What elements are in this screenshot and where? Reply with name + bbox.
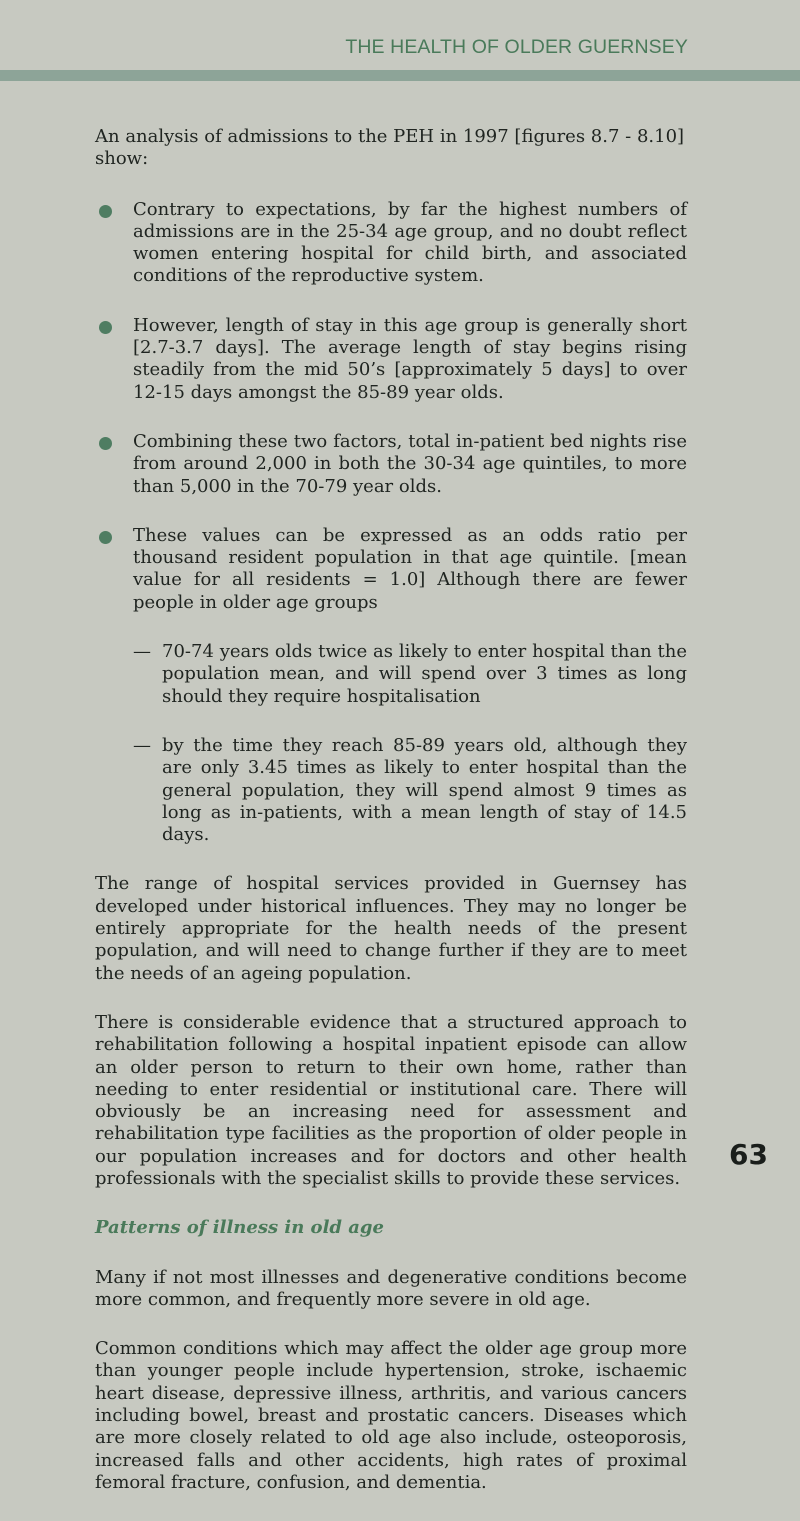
running-header: THE HEALTH OF OLDER GUERNSEY [345,36,688,58]
bullet-list [95,199,687,614]
dash-text: 70-74 years olds twice as likely to enter hospital than the population mean, and will spend over 3 times as long should they require hospitalisation [162,641,687,707]
dash-list [95,641,687,846]
page-body [95,126,687,1521]
section-heading: Patterns of illness in old age [95,1217,384,1239]
bullet-item [133,199,687,288]
bullet-text: These values can be expressed as an odds ratio per thousand resident population in that age quintile. [mean value for all residents = 1.0] Although there are fewer people in older age groups [133,524,687,613]
intro-paragraph: An analysis of admissions to the PEH in 1997 [figures 8.7 - 8.10] show: [95,126,685,170]
dash-item [133,641,687,708]
dash-text: by the time they reach 85-89 years old, although they are only 3.45 times as likely to enter hospital than the general population, they will spend almost 9 times as long as in-patients, with a mean length of stay of 14.5 days. [162,734,687,846]
paragraph-illness-common: Many if not most illnesses and degenerative conditions become more common, and frequently more severe in old age. [95,1266,687,1310]
paragraph-common-conditions: Common conditions which may affect the older age group more than younger people include hypertension, stroke, ischaemic heart disease, depressive illness, arthritis, and various cancers including bowel, breast and prostatic cancers. Diseases which are more closely related to old age also include, osteoporosis, increased falls and other accidents, high rates of proximal femoral fracture, confusion, and dementia. [95,1338,687,1493]
dash-marker: — [133,641,151,663]
dash-item [133,734,687,846]
bullet-text: Contrary to expectations, by far the highest numbers of admissions are in the 25-34 age group, and no doubt reflect women entering hospital for child birth, and associated conditions of the reproductive system. [133,198,687,287]
header-rule [0,70,800,81]
page-number: 63 [729,1138,768,1171]
bullet-dot-icon [99,205,112,218]
paragraph-rehabilitation: There is considerable evidence that a structured approach to rehabilitation following a hospital inpatient episode can allow an older person to return to their own home, rather than needing to enter residential or institutional care. There will obviously be an increasing need for assessment and rehabilitation type facilities as the proportion of older people in our population increases and for doctors and other health professionals with the specialist skills to provide these services. [95,1011,687,1189]
bullet-item [133,431,687,498]
bullet-item [133,315,687,404]
paragraph-hospital-services: The range of hospital services provided in Guernsey has developed under historical influences. They may no longer be entirely appropriate for the health needs of the present population, and will need to change further if they are to meet the needs of an ageing population. [95,873,687,984]
bullet-dot-icon [99,321,112,334]
bullet-text: Combining these two factors, total in-patient bed nights rise from around 2,000 in both the 30-34 age quintiles, to more than 5,000 in the 70-79 year olds. [133,430,687,497]
bullet-item [133,525,687,614]
bullet-dot-icon [99,531,112,544]
bullet-text: However, length of stay in this age group is generally short [2.7-3.7 days]. The average length of stay begins rising steadily from the mid 50’s [approximately 5 days] to over 12-15 days amongst the 85-89 year olds. [133,314,687,403]
dash-marker: — [133,734,151,756]
bullet-dot-icon [99,437,112,450]
